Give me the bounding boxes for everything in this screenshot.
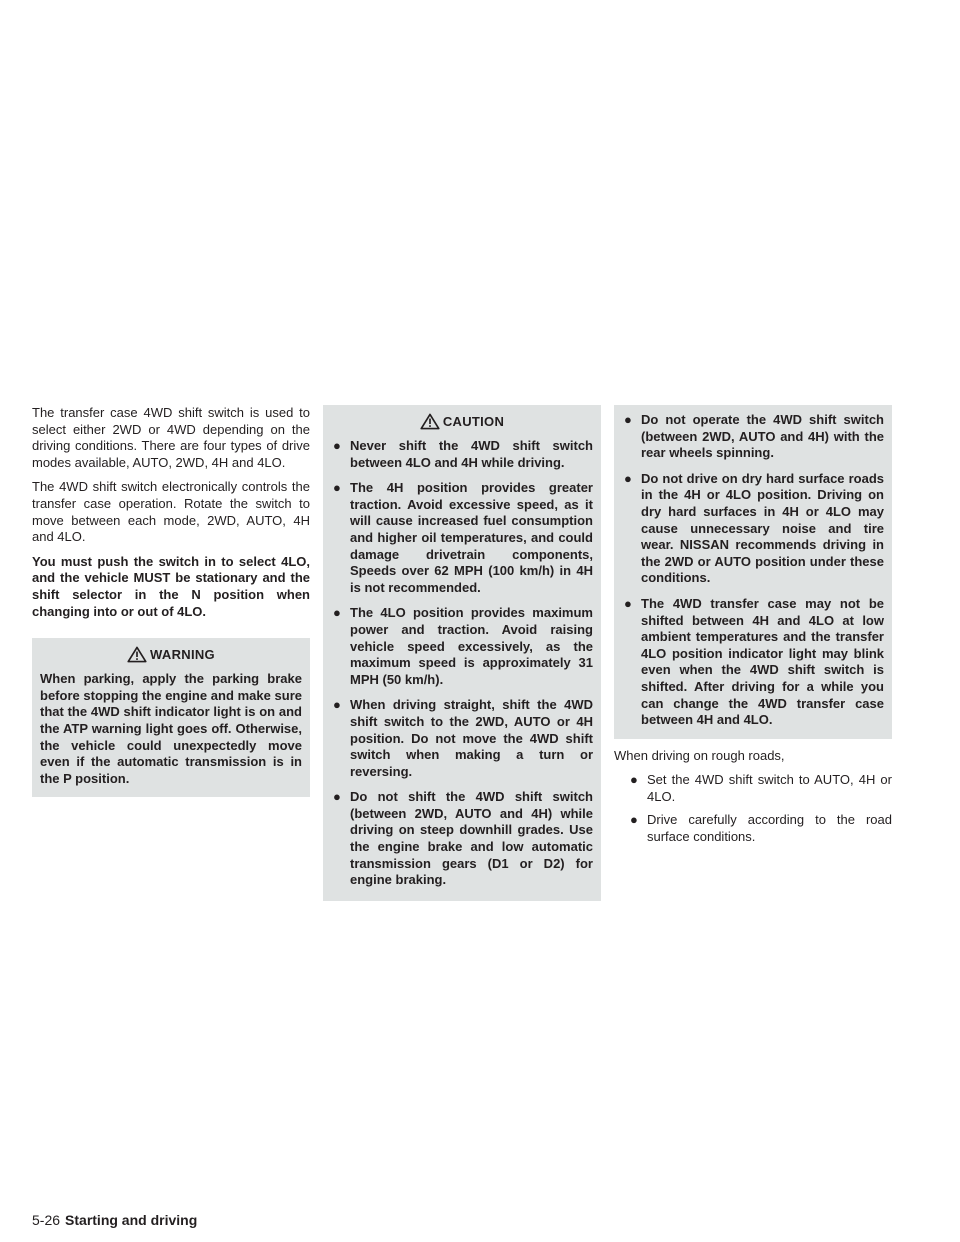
page-number: 5-26 [32,1212,61,1228]
caution-title: CAUTION [442,414,505,429]
bullet-icon: ● [624,595,632,611]
column-middle [323,405,601,901]
caution-triangle-icon [420,413,440,430]
column-left [32,405,310,797]
switch-paragraph: The 4WD shift switch electronically controls the transfer case operation. Rotate the switch to move between each mode, 2WD, AUTO, 4H and 4LO. [32,479,310,545]
warning-header [40,646,302,663]
rough-roads-list [614,772,892,845]
rough-roads-intro: When driving on rough roads, [614,747,785,763]
warning-text: When parking, apply the parking brake before stopping the engine and make sure that the 4WD shift indicator light is on and the ATP warning light goes off. Otherwise, the vehicle could unexpectedly move even if the automatic transmission is in the P position. [40,671,302,786]
warning-box [32,638,310,797]
bullet-icon: ● [333,480,341,496]
page-footer [32,1212,197,1228]
list-item: ● Drive carefully according to the road surface conditions. [630,812,892,845]
list-item: ● Never shift the 4WD shift switch between 4LO and 4H while driving. [333,438,593,470]
caution-list-continued [622,412,884,729]
bullet-icon: ● [630,812,638,828]
list-item: ● The 4H position provides greater traction. Avoid excessive speed, as it will cause increased fuel consumption and higher oil temperatures, and could damage drivetrain components, Speeds over 62 MPH (100 km/h) in 4H is not recommended. [333,480,593,595]
caution-box-continued [614,405,892,739]
list-item: ● The 4LO position provides maximum power and traction. Avoid raising vehicle speed excessively, as the maximum speed is approximately 31 MPH (50 km/h). [333,605,593,687]
bullet-icon: ● [624,412,632,427]
bullet-icon: ● [333,438,341,453]
caution-box [323,405,601,901]
list-item: ● Do not operate the 4WD shift switch (between 2WD, AUTO and 4H) with the rear wheels spinning. [624,412,884,461]
intro-paragraph: The transfer case 4WD shift switch is used to select either 2WD or 4WD depending on the driving conditions. There are four types of drive modes available, AUTO, 2WD, 4H and 4LO. [32,405,310,470]
list-item: ● The 4WD transfer case may not be shifted between 4H and 4LO at low ambient temperatures and the transfer 4LO position indicator light may blink even when the 4WD shift switch is shifted. After driving for a while you can change the 4WD transfer case between 4H and 4LO. [624,595,884,728]
bullet-icon: ● [333,697,341,713]
warning-triangle-icon [127,646,147,663]
list-item: ● Do not shift the 4WD shift switch (between 2WD, AUTO and 4H) while driving on steep downhill grades. Use the engine brake and low automatic transmission gears (D1 or D2) for engine braking. [333,789,593,888]
warning-title: WARNING [150,647,215,663]
column-right [614,405,892,853]
bullet-icon: ● [630,772,638,788]
caution-list [331,438,593,889]
list-item: ● Set the 4WD shift switch to AUTO, 4H or 4LO. [630,772,892,804]
bullet-icon: ● [333,605,341,621]
section-title: Starting and driving [65,1212,198,1228]
bullet-icon: ● [624,470,632,486]
bullet-icon: ● [333,789,341,805]
list-item: ● When driving straight, shift the 4WD shift switch to the 2WD, AUTO or 4H position. Do not move the 4WD shift switch when making a turn or reversing. [333,697,593,779]
list-item: ● Do not drive on dry hard surface roads in the 4H or 4LO position. Driving on dry hard surfaces in 4H or 4LO may cause unnecessary noise and tire wear. NISSAN recommends driving in the 2WD or AUTO position under these conditions. [624,470,884,586]
push-switch-notice: You must push the switch in to select 4LO, and the vehicle MUST be stationary and the shift selector in the N position when changing into or out of 4LO. [32,553,310,619]
caution-header [331,413,593,430]
